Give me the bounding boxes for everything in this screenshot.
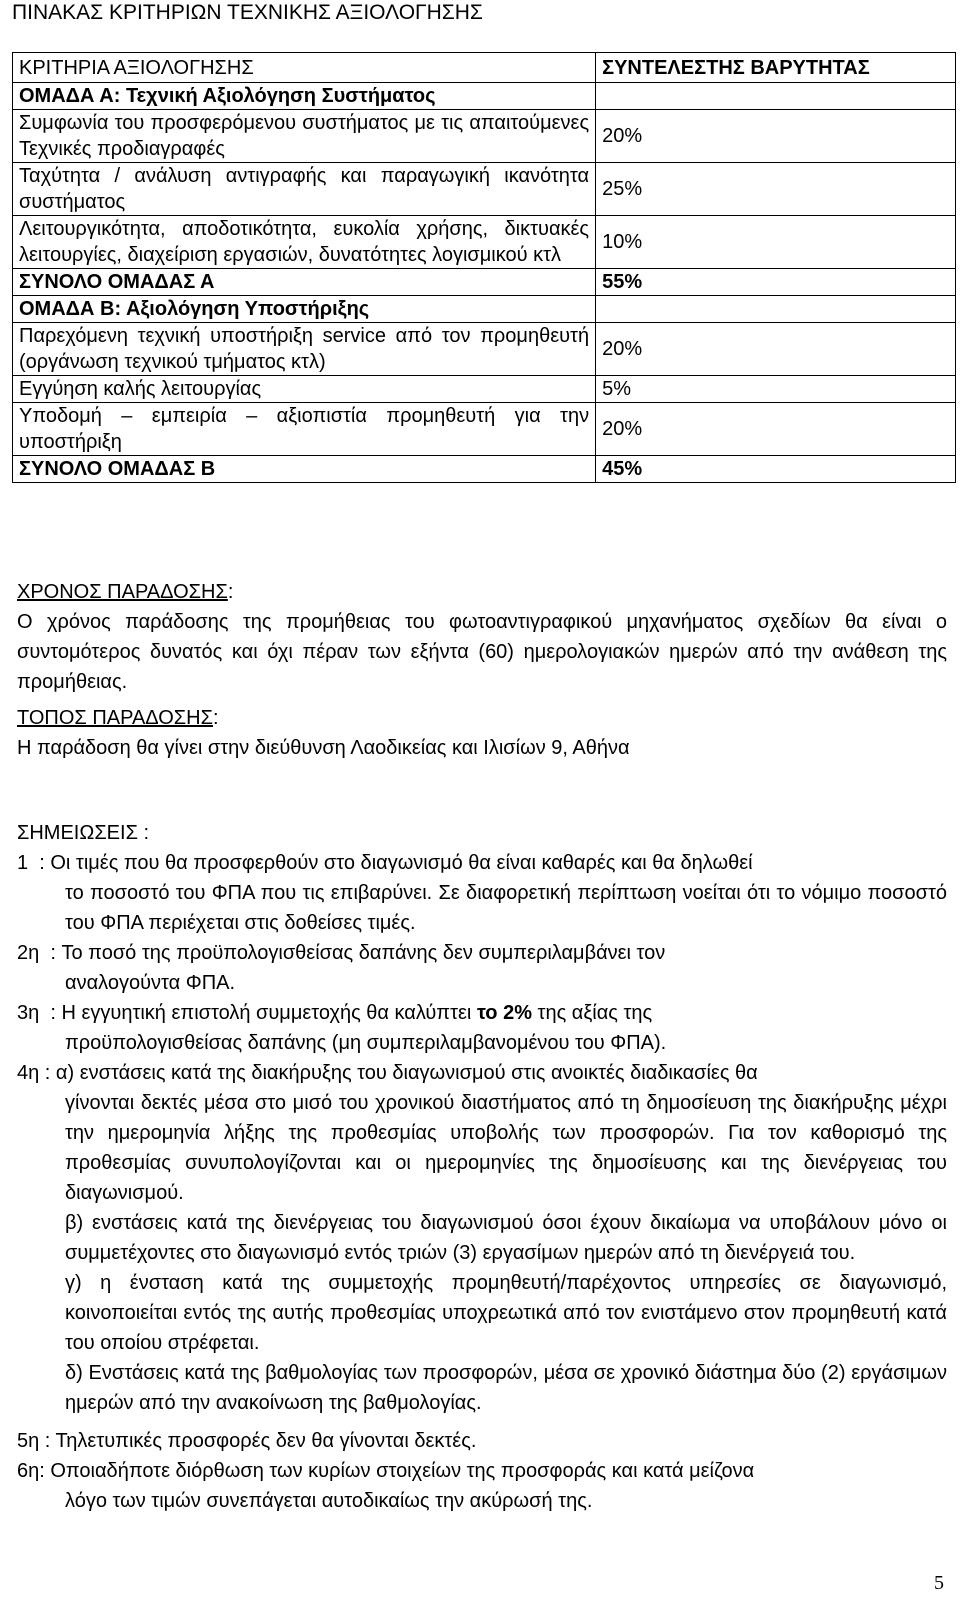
criterion-cell: Ταχύτητα / ανάλυση αντιγραφής και παραγωγική ικανότητα συστήματος [13, 163, 596, 216]
group-b-title-row [13, 296, 956, 323]
delivery-time-heading: ΧΡΟΝΟΣ ΠΑΡΑΔΟΣΗΣ [17, 581, 228, 603]
header-weight: ΣΥΝΤΕΛΕΣΤΗΣ ΒΑΡΥΤΗΤΑΣ [596, 53, 956, 83]
table-row [13, 216, 956, 269]
note-3: 3η : Η εγγυητική επιστολή συμμετοχής θα καλύπτει το 2% της αξίας της [17, 1002, 653, 1024]
delivery-place-section: ΤΟΠΟΣ ΠΑΡΑΔΟΣΗΣ: Η παράδοση θα γίνει στην διεύθυνση Λαοδικείας και Ιλισίων 9, Αθήνα [17, 703, 947, 763]
note-5: 5η : Τηλετυπικές προσφορές δεν θα γίνονται δεκτές. [17, 1430, 477, 1452]
note-1: 1 : Οι τιμές που θα προσφερθούν στο διαγωνισμό θα είναι καθαρές και θα δηλωθεί [17, 852, 753, 874]
criterion-cell: Λειτουργικότητα, αποδοτικότητα, ευκολία χρήσης, δικτυακές λειτουργίες, διαχείριση εργασιών, δυνατότητες λογισμικού κτλ [13, 216, 596, 269]
weight-cell: 20% [596, 323, 956, 376]
group-a-title: ΟΜΑΔΑ Α: Τεχνική Αξιολόγηση Συστήματος [13, 83, 596, 110]
note-4-continuation: γίνονται δεκτές μέσα στο μισό του χρονικού διαστήματος από τη δημοσίευση της διακήρυξης μέχρι την ημερομηνία λήξης της προθεσμίας υποβολής των προσφορών. Για τον καθορισμό της προθεσμίας συνυπολογίζονται και οι ημερομηνίες της δημοσίευσης και της διενέργειας του διαγωνισμού. [65, 1092, 947, 1204]
total-b-value: 45% [596, 456, 956, 483]
table-header-row [13, 53, 956, 83]
note-1-continuation: το ποσοστό του ΦΠΑ που τις επιβαρύνει. Σε διαφορετική περίπτωση νοείται ότι το νόμιμο ποσοστό του ΦΠΑ περιέχεται στις δοθείσες τιμές. [65, 882, 947, 934]
table-row [13, 163, 956, 216]
total-b-label: ΣΥΝΟΛΟ ΟΜΑΔΑΣ Β [13, 456, 596, 483]
total-a-value: 55% [596, 269, 956, 296]
total-a-row [13, 269, 956, 296]
note-4-d: δ) Ενστάσεις κατά της βαθμολογίας των προσφορών, μέσα σε χρονικό διάστημα δύο (2) εργάσιμων ημερών από την ανακοίνωση της βαθμολογίας. [65, 1362, 947, 1414]
weight-cell: 20% [596, 403, 956, 456]
group-b-title: ΟΜΑΔΑ Β: Αξιολόγηση Υποστήριξης [13, 296, 596, 323]
weight-cell: 20% [596, 110, 956, 163]
table-row [13, 403, 956, 456]
notes-section [17, 818, 947, 1516]
criterion-cell: Παρεχόμενη τεχνική υποστήριξη service από τον προμηθευτή (οργάνωση τεχνικού τμήματος κτλ) [13, 323, 596, 376]
note-3-continuation: προϋπολογισθείσας δαπάνης (μη συμπεριλαμβανομένου του ΦΠΑ). [65, 1032, 667, 1054]
total-a-label: ΣΥΝΟΛΟ ΟΜΑΔΑΣ Α [13, 269, 596, 296]
note-2-continuation: αναλογούντα ΦΠΑ. [65, 972, 236, 994]
criterion-cell: Συμφωνία του προσφερόμενου συστήματος με τις απαιτούμενες Τεχνικές προδιαγραφές [13, 110, 596, 163]
criterion-cell: Εγγύηση καλής λειτουργίας [13, 376, 596, 403]
page-number: 5 [934, 1572, 944, 1594]
weight-cell: 25% [596, 163, 956, 216]
delivery-place-text: Η παράδοση θα γίνει στην διεύθυνση Λαοδικείας και Ιλισίων 9, Αθήνα [17, 737, 630, 759]
total-b-row [13, 456, 956, 483]
delivery-place-heading: ΤΟΠΟΣ ΠΑΡΑΔΟΣΗΣ [17, 707, 213, 729]
note-6-continuation: λόγο των τιμών συνεπάγεται αυτοδικαίως την ακύρωσή της. [65, 1490, 593, 1512]
evaluation-criteria-table [12, 52, 956, 483]
note-4-b: β) ενστάσεις κατά της διενέργειας του διαγωνισμού όσοι έχουν δικαίωμα να υποβάλουν μόνο οι συμμετέχοντες στο διαγωνισμό εντός τριών (3) εργασίμων ημερών από τη διενέργειά του. [65, 1212, 947, 1264]
table-row [13, 323, 956, 376]
note-4-c: γ) η ένσταση κατά της συμμετοχής προμηθευτή/παρέχοντος υπηρεσίες σε διαγωνισμό, κοινοποιείται εντός της αυτής προθεσμίας υποχρεωτικά από τον ενιστάμενο στον προμηθευτή κατά του οποίου στρέφεται. [65, 1272, 947, 1354]
weight-cell: 5% [596, 376, 956, 403]
delivery-time-text: Ο χρόνος παράδοσης της προμήθειας του φωτοαντιγραφικού μηχανήματος σχεδίων θα είναι ο συντομότερος δυνατός και όχι πέραν των εξήντα (60) ημερολογιακών ημερών από την ανάθεση της προμήθειας. [17, 611, 947, 693]
table-row [13, 110, 956, 163]
table-row [13, 376, 956, 403]
delivery-time-section: ΧΡΟΝΟΣ ΠΑΡΑΔΟΣΗΣ: Ο χρόνος παράδοσης της προμήθειας του φωτοαντιγραφικού μηχανήματος σχεδίων θα είναι ο συντομότερος δυνατός και όχι πέραν των εξήντα (60) ημερολογιακών ημερών από την ανάθεση της προμήθειας. [17, 577, 947, 697]
header-criteria: ΚΡΙΤΗΡΙΑ ΑΞΙΟΛΟΓΗΣΗΣ [13, 53, 596, 83]
note-2: 2η : Το ποσό της προϋπολογισθείσας δαπάνης δεν συμπεριλαμβάνει τον [17, 942, 666, 964]
note-4: 4η : α) ενστάσεις κατά της διακήρυξης του διαγωνισμού στις ανοικτές διαδικασίες θα [17, 1062, 758, 1084]
group-a-title-row [13, 83, 956, 110]
note-6: 6η: Οποιαδήποτε διόρθωση των κυρίων στοιχείων της προσφοράς και κατά μείζονα [17, 1460, 755, 1482]
notes-heading: ΣΗΜΕΙΩΣΕΙΣ : [17, 822, 150, 844]
document-title: ΠΙΝΑΚΑΣ ΚΡΙΤΗΡΙΩΝ ΤΕΧΝΙΚΗΣ ΑΞΙΟΛΟΓΗΣΗΣ [12, 1, 483, 24]
criterion-cell: Υποδομή – εμπειρία – αξιοπιστία προμηθευτή για την υποστήριξη [13, 403, 596, 456]
weight-cell: 10% [596, 216, 956, 269]
